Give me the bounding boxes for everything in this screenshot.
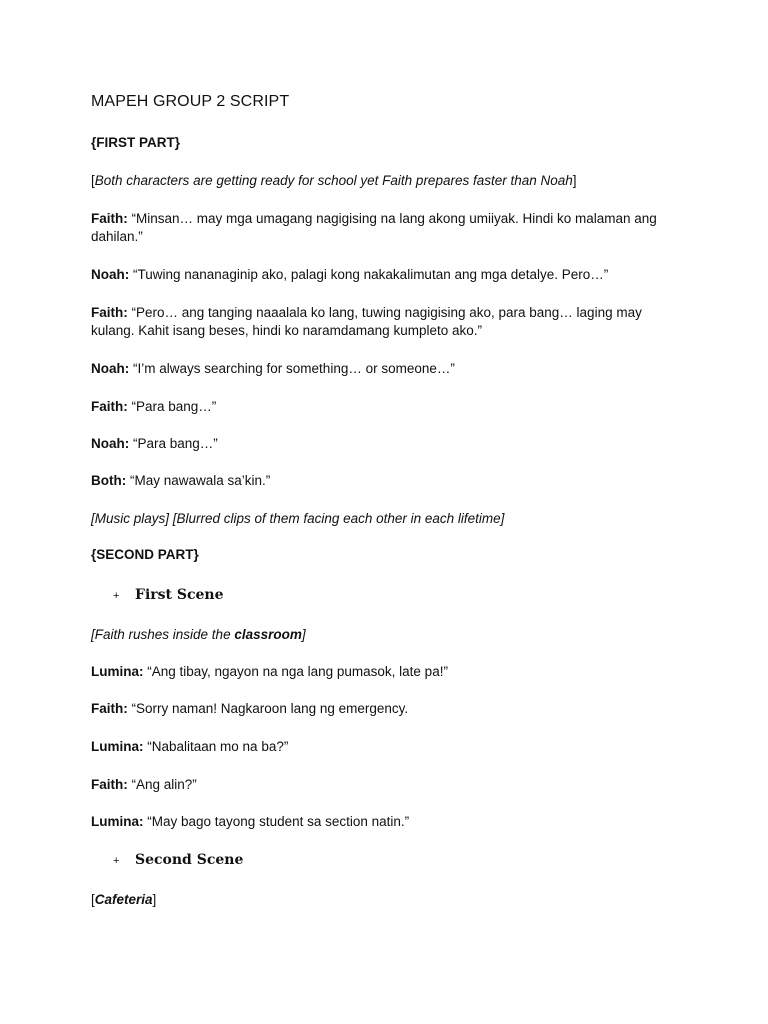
speaker-name: Noah: xyxy=(91,436,130,451)
document-title: MAPEH GROUP 2 SCRIPT xyxy=(91,93,290,110)
stage-direction-classroom: [Faith rushes inside the classroom] xyxy=(91,627,306,642)
first-scene-item xyxy=(113,587,223,603)
dialogue-line xyxy=(91,398,681,416)
dialogue-line xyxy=(91,776,681,794)
speaker-name: Noah: xyxy=(91,267,130,282)
stage-direction-cafeteria: [Cafeteria] xyxy=(91,892,157,907)
second-part-heading: {SECOND PART} xyxy=(91,547,199,562)
speaker-name: Noah: xyxy=(91,361,130,376)
dialogue-text: “Nabalitaan mo na ba?” xyxy=(143,739,289,754)
speaker-name: Lumina: xyxy=(91,664,144,679)
dialogue-line xyxy=(91,435,681,453)
second-scene-label: Second Scene xyxy=(135,852,244,868)
first-part-heading: {FIRST PART} xyxy=(91,135,181,150)
speaker-name: Faith: xyxy=(91,305,128,320)
dialogue-text: “Para bang…” xyxy=(127,399,217,414)
dialogue-text: “Tuwing nananaginip ako, palagi kong nakakalimutan ang mga detalye. Pero…” xyxy=(129,267,609,282)
dialogue-line xyxy=(91,738,681,756)
dialogue-text: “Para bang…” xyxy=(129,436,218,451)
dialogue-text: “May nawawala sa’kin.” xyxy=(126,473,271,488)
dialogue-text: “I’m always searching for something… or someone…” xyxy=(129,361,455,376)
dialogue-text: “Sorry naman! Nagkaroon lang ng emergency. xyxy=(127,701,409,716)
bullet-plus-icon: + xyxy=(113,855,120,867)
dialogue-text: “Pero… ang tanging naaalala ko lang, tuwing nagigising ako, para bang… laging may kulang. Kahit isang beses, hindi ko naramdamang kumpleto ako.” xyxy=(91,305,642,338)
speaker-name: Both: xyxy=(91,473,127,488)
speaker-name: Faith: xyxy=(91,399,128,414)
dialogue-text: “May bago tayong student sa section natin.” xyxy=(143,814,410,829)
dialogue-line xyxy=(91,472,681,490)
first-scene-label: First Scene xyxy=(135,587,224,603)
music-direction: [Music plays] [Blurred clips of them facing each other in each lifetime] xyxy=(91,511,505,526)
speaker-name: Lumina: xyxy=(91,739,144,754)
dialogue-line xyxy=(91,360,681,378)
second-scene-item xyxy=(113,852,243,868)
dialogue-text: “Minsan… may mga umagang nagigising na lang akong umiiyak. Hindi ko malaman ang dahilan.” xyxy=(91,211,657,244)
dialogue-line xyxy=(91,813,681,831)
dialogue-line xyxy=(91,304,681,340)
dialogue-text: “Ang tibay, ngayon na nga lang pumasok, late pa!” xyxy=(143,664,448,679)
dialogue-line xyxy=(91,210,681,246)
speaker-name: Faith: xyxy=(91,777,128,792)
speaker-name: Faith: xyxy=(91,211,128,226)
bullet-plus-icon: + xyxy=(113,590,120,602)
speaker-name: Lumina: xyxy=(91,814,144,829)
stage-direction-getting-ready: [Both characters are getting ready for school yet Faith prepares faster than Noah] xyxy=(91,173,577,188)
dialogue-line xyxy=(91,266,681,284)
dialogue-text: “Ang alin?” xyxy=(127,777,197,792)
dialogue-line xyxy=(91,663,681,681)
dialogue-line xyxy=(91,700,681,718)
speaker-name: Faith: xyxy=(91,701,128,716)
